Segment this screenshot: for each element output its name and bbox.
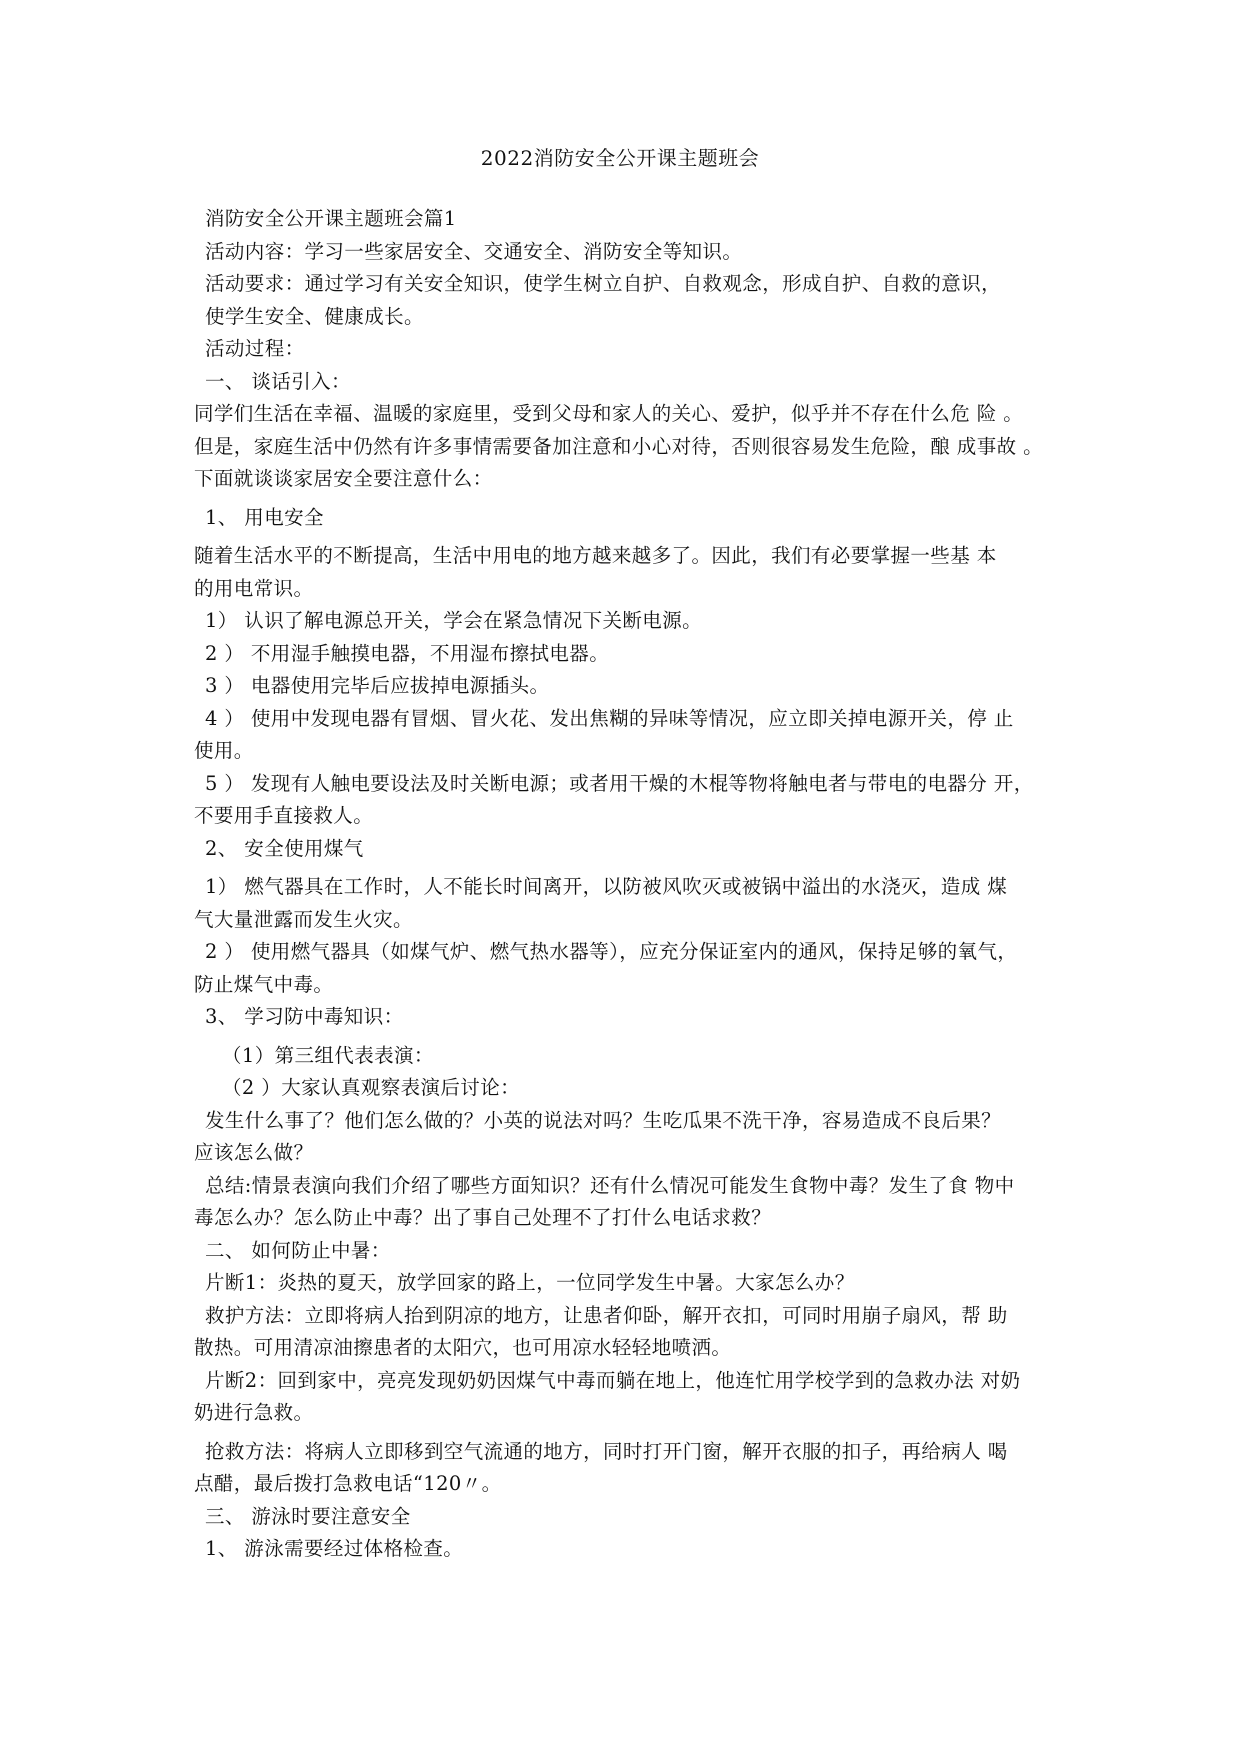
paragraph-line: 随着生活水平的不断提高，生活中用电的地方越来越多了。因此，我们有必要掌握一些基 本 xyxy=(194,544,997,567)
list-item: 3 ） 电器使用完毕后应拔掉电源插头。 xyxy=(205,674,550,697)
list-item: 1） 认识了解电源总开关，学会在紧急情况下关断电源。 xyxy=(205,609,703,632)
section-heading: 一、 谈话引入： xyxy=(205,369,351,393)
paragraph-line: 奶进行急救。 xyxy=(194,1401,314,1424)
paragraph-line: 活动内容：学习一些家居安全、交通安全、消防安全等知识。 xyxy=(205,239,743,263)
list-item: 1） 燃气器具在工作时，人不能长时间离开，以防被风吹灭或被锅中溢出的水浇灭，造成 煤 xyxy=(205,875,1008,898)
paragraph-line: 总结:情景表演向我们介绍了哪些方面知识？还有什么情况可能发生食物中毒？发生了食 物中 xyxy=(205,1173,1015,1197)
document-title: 2022消防安全公开课主题班会 xyxy=(480,146,760,170)
paragraph-line: 不要用手直接救人。 xyxy=(194,804,374,827)
paragraph-line: 下面就谈谈家居安全要注意什么： xyxy=(194,467,493,490)
paragraph-line: 片断2：回到家中，亮亮发现奶奶因煤气中毒而躺在地上，他连忙用学校学到的急救办法 对奶 xyxy=(205,1368,1021,1392)
list-item: 4 ） 使用中发现电器有冒烟、冒火花、发出焦糊的异味等情况，应立即关掉电源开关，停 止 xyxy=(205,706,1014,730)
list-item: （1）第三组代表表演： xyxy=(222,1043,434,1067)
paragraph-line: 应该怎么做？ xyxy=(194,1141,314,1164)
section-heading: 三、 游泳时要注意安全 xyxy=(205,1504,411,1528)
paragraph-line: 的用电常识。 xyxy=(194,576,314,600)
section-heading: 二、 如何防止中暑： xyxy=(205,1238,391,1262)
paragraph-line: 活动过程： xyxy=(205,337,305,360)
paragraph-line: 散热。可用清凉油擦患者的太阳穴，也可用凉水轻轻地喷洒。 xyxy=(194,1336,732,1359)
paragraph-line: 点醋，最后拨打急救电话“120〃。 xyxy=(194,1472,502,1495)
paragraph-line: 毒怎么办？怎么防止中毒？出了事自己处理不了打什么电话求救？ xyxy=(194,1206,772,1229)
paragraph-line: 救护方法：立即将病人抬到阴凉的地方，让患者仰卧，解开衣扣，可同时用崩子扇风，帮 助 xyxy=(205,1303,1008,1327)
section-heading: 1、 用电安全 xyxy=(205,505,324,529)
paragraph-line: 同学们生活在幸福、温暖的家庭里，受到父母和家人的关心、爱护，似乎并不存在什么危 险 。 xyxy=(194,402,1024,425)
document-body xyxy=(194,203,1064,1566)
paragraph-line: 防止煤气中毒。 xyxy=(194,972,334,996)
paragraph-line: 发生什么事了？他们怎么做的？小英的说法对吗？生吃瓜果不洗干净，容易造成不良后果？ xyxy=(205,1108,1002,1132)
section-heading: 3、 学习防中毒知识： xyxy=(205,1005,404,1028)
paragraph-line: 使学生安全、健康成长。 xyxy=(205,304,424,328)
paragraph-line: 片断1：炎热的夏天，放学回家的路上，一位同学发生中暑。大家怎么办？ xyxy=(205,1271,855,1294)
list-item: 2 ） 使用燃气器具（如煤气炉、燃气热水器等），应充分保证室内的通风，保持足够的氧气， xyxy=(205,940,1018,963)
paragraph-line: 抢救方法：将病人立即移到空气流通的地方，同时打开门窗，解开衣服的扣子，再给病人 喝 xyxy=(205,1439,1008,1463)
paragraph-line: 使用。 xyxy=(194,739,254,762)
paragraph-line: 但是，家庭生活中仍然有许多事情需要备加注意和小心对待，否则很容易发生危险，酿 成事故 。 xyxy=(194,434,1043,458)
section-heading: 2、 安全使用煤气 xyxy=(205,836,364,860)
list-item: 2 ） 不用湿手触摸电器，不用湿布擦拭电器。 xyxy=(205,641,610,665)
paragraph-line: 气大量泄露而发生火灾。 xyxy=(194,907,413,931)
section-heading: 消防安全公开课主题班会篇1 xyxy=(205,207,457,230)
list-item: （2 ）大家认真观察表演后讨论： xyxy=(222,1076,521,1099)
list-item: 1、 游泳需要经过体格检查。 xyxy=(205,1537,464,1560)
paragraph-line: 活动要求：通过学习有关安全知识，使学生树立自护、自救观念，形成自护、自救的意识， xyxy=(205,272,1002,295)
list-item: 5 ） 发现有人触电要设法及时关断电源；或者用干燥的木棍等物将触电者与带电的电器分 开， xyxy=(205,771,1034,795)
